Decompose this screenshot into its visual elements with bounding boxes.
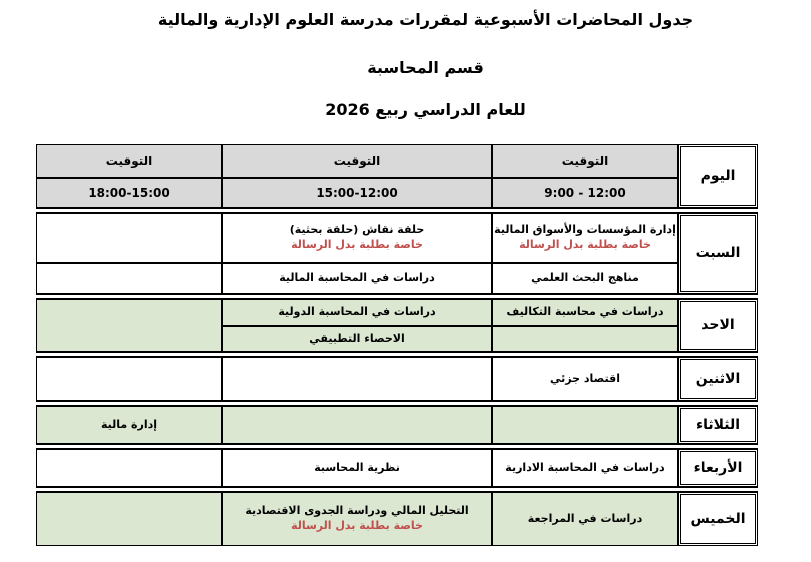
course-name: الاحصاء التطبيقي	[309, 331, 405, 345]
course-cell	[492, 263, 678, 294]
day-label: الخميس	[690, 510, 746, 527]
schedule-title: جدول المحاضرات الأسبوعية لمقررات مدرسة العلوم الإدارية والمالية	[157, 10, 694, 29]
empty-cell	[222, 406, 492, 444]
time-header-1	[492, 144, 678, 178]
course-name: دراسات في محاسبة التكاليف	[506, 305, 664, 319]
day-label: السبت	[695, 245, 741, 262]
course-cell	[222, 263, 492, 294]
course-cell	[222, 299, 492, 326]
time-slot-label: 15:00-12:00	[316, 185, 398, 200]
course-name: حلقة نقاش (حلقة بحثية)	[289, 223, 425, 237]
empty-cell	[36, 263, 222, 294]
time-slot-label: 12:00 - 9:00	[544, 185, 626, 200]
course-name: إدارة المؤسسات والأسواق المالية	[494, 223, 676, 237]
course-name: إدارة مالية	[100, 417, 158, 431]
time-header-2	[222, 144, 492, 178]
time-header-label: التوقيت	[561, 153, 609, 168]
course-cell	[492, 492, 678, 546]
day-header	[678, 144, 758, 208]
day-cell-tuesday	[678, 406, 758, 444]
course-name: نظرية المحاسبة	[314, 460, 400, 474]
course-name: دراسات في المحاسبة المالية	[279, 271, 435, 285]
time-slot-3	[36, 178, 222, 208]
course-note: خاصة بطلبة بدل الرسالة	[291, 238, 423, 251]
day-label: الاثنين	[695, 370, 741, 387]
course-cell	[222, 449, 492, 487]
course-cell	[492, 357, 678, 401]
day-cell-wednesday	[678, 449, 758, 487]
time-header-label: التوقيت	[333, 153, 381, 168]
course-cell	[492, 449, 678, 487]
time-header-label: التوقيت	[105, 153, 153, 168]
day-cell-saturday	[678, 213, 758, 294]
department-title: قسم المحاسبة	[367, 58, 484, 77]
day-label: الثلاثاء	[695, 416, 741, 433]
course-note: خاصة بطلبة بدل الرسالة	[519, 238, 651, 251]
empty-cell	[36, 299, 222, 352]
day-label: الاحد	[701, 317, 735, 334]
course-cell	[492, 299, 678, 326]
time-slot-label: 18:00-15:00	[88, 185, 170, 200]
course-cell	[492, 213, 678, 263]
course-cell	[222, 492, 492, 546]
empty-cell	[36, 449, 222, 487]
day-label: الأربعاء	[693, 459, 743, 476]
empty-cell	[36, 357, 222, 401]
day-cell-monday	[678, 357, 758, 401]
course-name: اقتصاد جزئي	[550, 371, 620, 385]
course-name: دراسات في المحاسبة الدولية	[278, 305, 436, 319]
day-cell-thursday	[678, 492, 758, 546]
time-header-3	[36, 144, 222, 178]
course-cell	[222, 213, 492, 263]
course-name: دراسات في المراجعة	[527, 511, 643, 525]
empty-cell	[492, 406, 678, 444]
course-name: التحليل المالي ودراسة الجدوى الاقتصادية	[245, 504, 469, 518]
course-name: دراسات في المحاسبة الادارية	[505, 460, 665, 474]
empty-cell	[36, 213, 222, 263]
empty-cell	[36, 492, 222, 546]
empty-cell	[222, 357, 492, 401]
time-slot-2	[222, 178, 492, 208]
course-cell	[222, 326, 492, 352]
course-name: مناهج البحث العلمي	[531, 271, 639, 285]
course-cell	[36, 406, 222, 444]
day-header-label: اليوم	[700, 167, 736, 184]
academic-year-title: للعام الدراسي ربيع 2026	[325, 100, 526, 119]
time-slot-1	[492, 178, 678, 208]
empty-cell	[492, 326, 678, 352]
course-note: خاصة بطلبة بدل الرسالة	[291, 519, 423, 532]
day-cell-sunday	[678, 299, 758, 352]
